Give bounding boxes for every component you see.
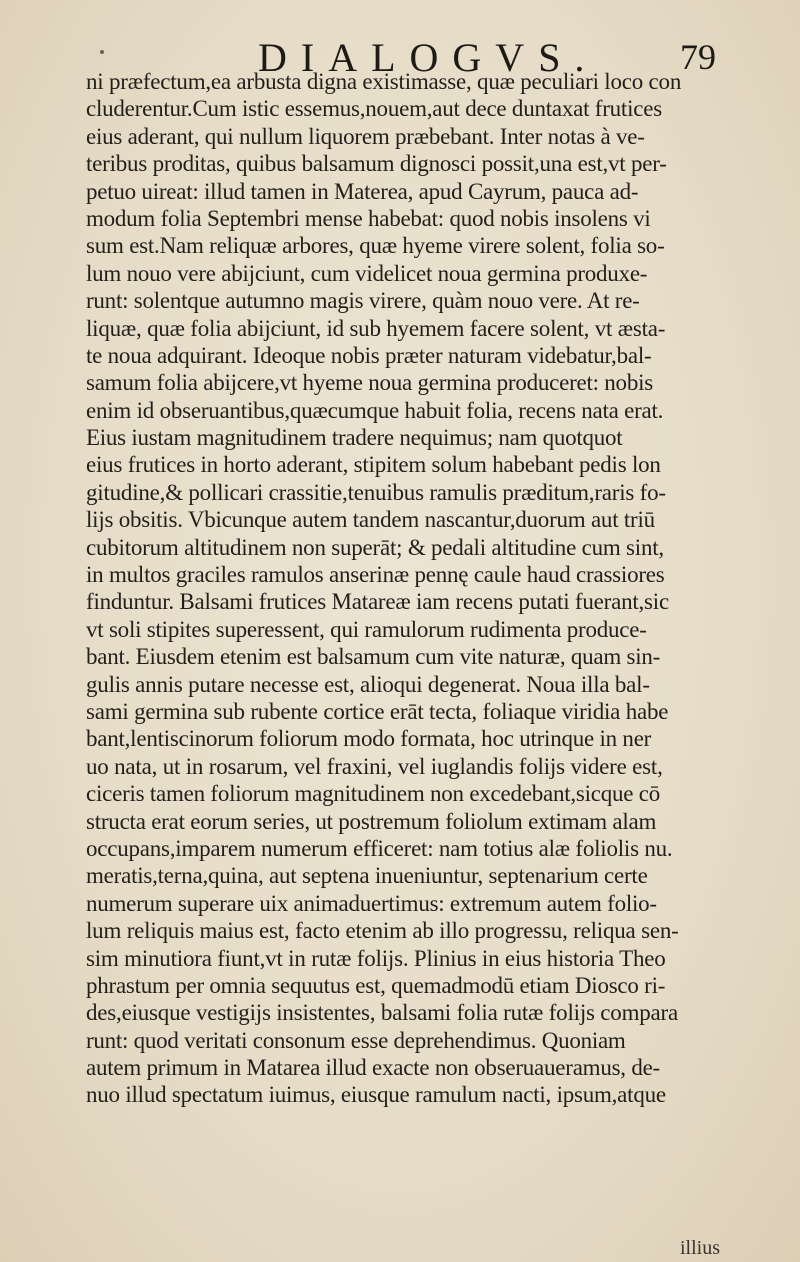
running-head: DIALOGVS. (258, 35, 599, 80)
text-line: eius aderant, qui nullum liquorem præbebant. Inter notas à ve- (86, 123, 645, 149)
text-line: cubitorum altitudinem non superāt; & pedali altitudine cum sint, (86, 534, 664, 560)
text-line: nuo illud spectatum iuimus, eiusque ramulum nacti, ipsum,atque (86, 1082, 666, 1108)
text-line: runt: solentque autumno magis virere, quàm nouo vere. At re- (86, 288, 640, 314)
text-line: in multos graciles ramulos anserinæ pennę caule haud crassiores (86, 562, 665, 588)
text-line: petuo uireat: illud tamen in Materea, apud Cayrum, pauca ad- (86, 178, 639, 204)
text-line: bant. Eiusdem etenim est balsamum cum vite naturæ, quam sin- (86, 644, 661, 670)
text-line: te noua adquirant. Ideoque nobis præter naturam videbatur,bal- (86, 342, 652, 368)
text-line: finduntur. Balsami frutices Matareæ iam recens putati fuerant,sic (86, 589, 669, 615)
text-line: vt soli stipites superessent, qui ramulorum rudimenta produce- (86, 616, 647, 642)
text-line: runt: quod veritati consonum esse deprehendimus. Quoniam (86, 1027, 626, 1053)
text-line: modum folia Septembri mense habebat: quod nobis insolens vi (86, 205, 651, 231)
text-line: lum reliquis maius est, facto etenim ab illo progressu, reliqua sen- (86, 918, 679, 944)
text-line: teribus proditas, quibus balsamum dignosci possit,una est,vt per- (86, 151, 667, 177)
text-line: phrastum per omnia sequutus est, quemadmodū etiam Diosco ri- (86, 972, 666, 998)
text-line: lum nouo vere abijciunt, cum videlicet noua germina produxe- (86, 260, 648, 286)
text-line: uo nata, ut in rosarum, vel fraxini, vel iuglandis folijs videre est, (86, 753, 663, 779)
text-line: autem primum in Matarea illud exacte non obseruaueramus, de- (86, 1055, 660, 1081)
text-line: liquæ, quæ folia abijciunt, id sub hyemem facere solent, vt æsta- (86, 315, 666, 341)
text-line: bant,lentiscinorum foliorum modo formata, hoc utrinque in ner (86, 726, 652, 752)
text-line: gulis annis putare necesse est, alioqui degenerat. Noua illa bal- (86, 671, 650, 697)
body-text (86, 68, 776, 1109)
ink-speck (100, 50, 104, 54)
text-line: meratis,terna,quina, aut septena inueniuntur, septenarium certe (86, 863, 648, 889)
text-line: lijs obsitis. Vbicunque autem tandem nascantur,duorum aut triū (86, 507, 655, 533)
text-line: occupans,imparem numerum efficeret: nam totius alæ foliolis nu. (86, 835, 673, 861)
page-number: 79 (680, 37, 716, 77)
text-line: Eius iustam magnitudinem tradere nequimus; nam quotquot (86, 425, 623, 451)
text-line: cluderentur.Cum istic essemus,nouem,aut dece duntaxat frutices (86, 96, 662, 122)
text-line: ni præfectum,ea arbusta digna existimasse, quæ peculiari loco con (86, 69, 682, 94)
text-line: samum folia abijcere,vt hyeme noua germina produceret: nobis (86, 370, 653, 396)
text-line: eius frutices in horto aderant, stipitem solum habebant pedis lon (86, 452, 661, 478)
text-line: structa erat eorum series, ut postremum foliolum extimam alam (86, 808, 657, 834)
text-line: ciceris tamen foliorum magnitudinem non excedebant,sicque cō (86, 781, 660, 807)
text-line: numerum superare uix animaduertimus: extremum autem folio- (86, 890, 657, 916)
text-line: enim id obseruantibus,quæcumque habuit folia, recens nata erat. (86, 397, 664, 423)
text-line: sami germina sub rubente cortice erāt tecta, foliaque viridia habe (86, 698, 669, 724)
text-line: des,eiusque vestigijs insistentes, balsami folia rutæ folijs compara (86, 1000, 678, 1026)
text-line: sim minutiora fiunt,vt in rutæ folijs. Plinius in eius historia Theo (86, 945, 666, 971)
text-line: gitudine,& pollicari crassitie,tenuibus ramulis præditum,raris fo- (86, 479, 666, 505)
text-line: sum est.Nam reliquæ arbores, quæ hyeme virere solent, folia so- (86, 233, 665, 259)
catchword: illius (680, 1237, 721, 1259)
